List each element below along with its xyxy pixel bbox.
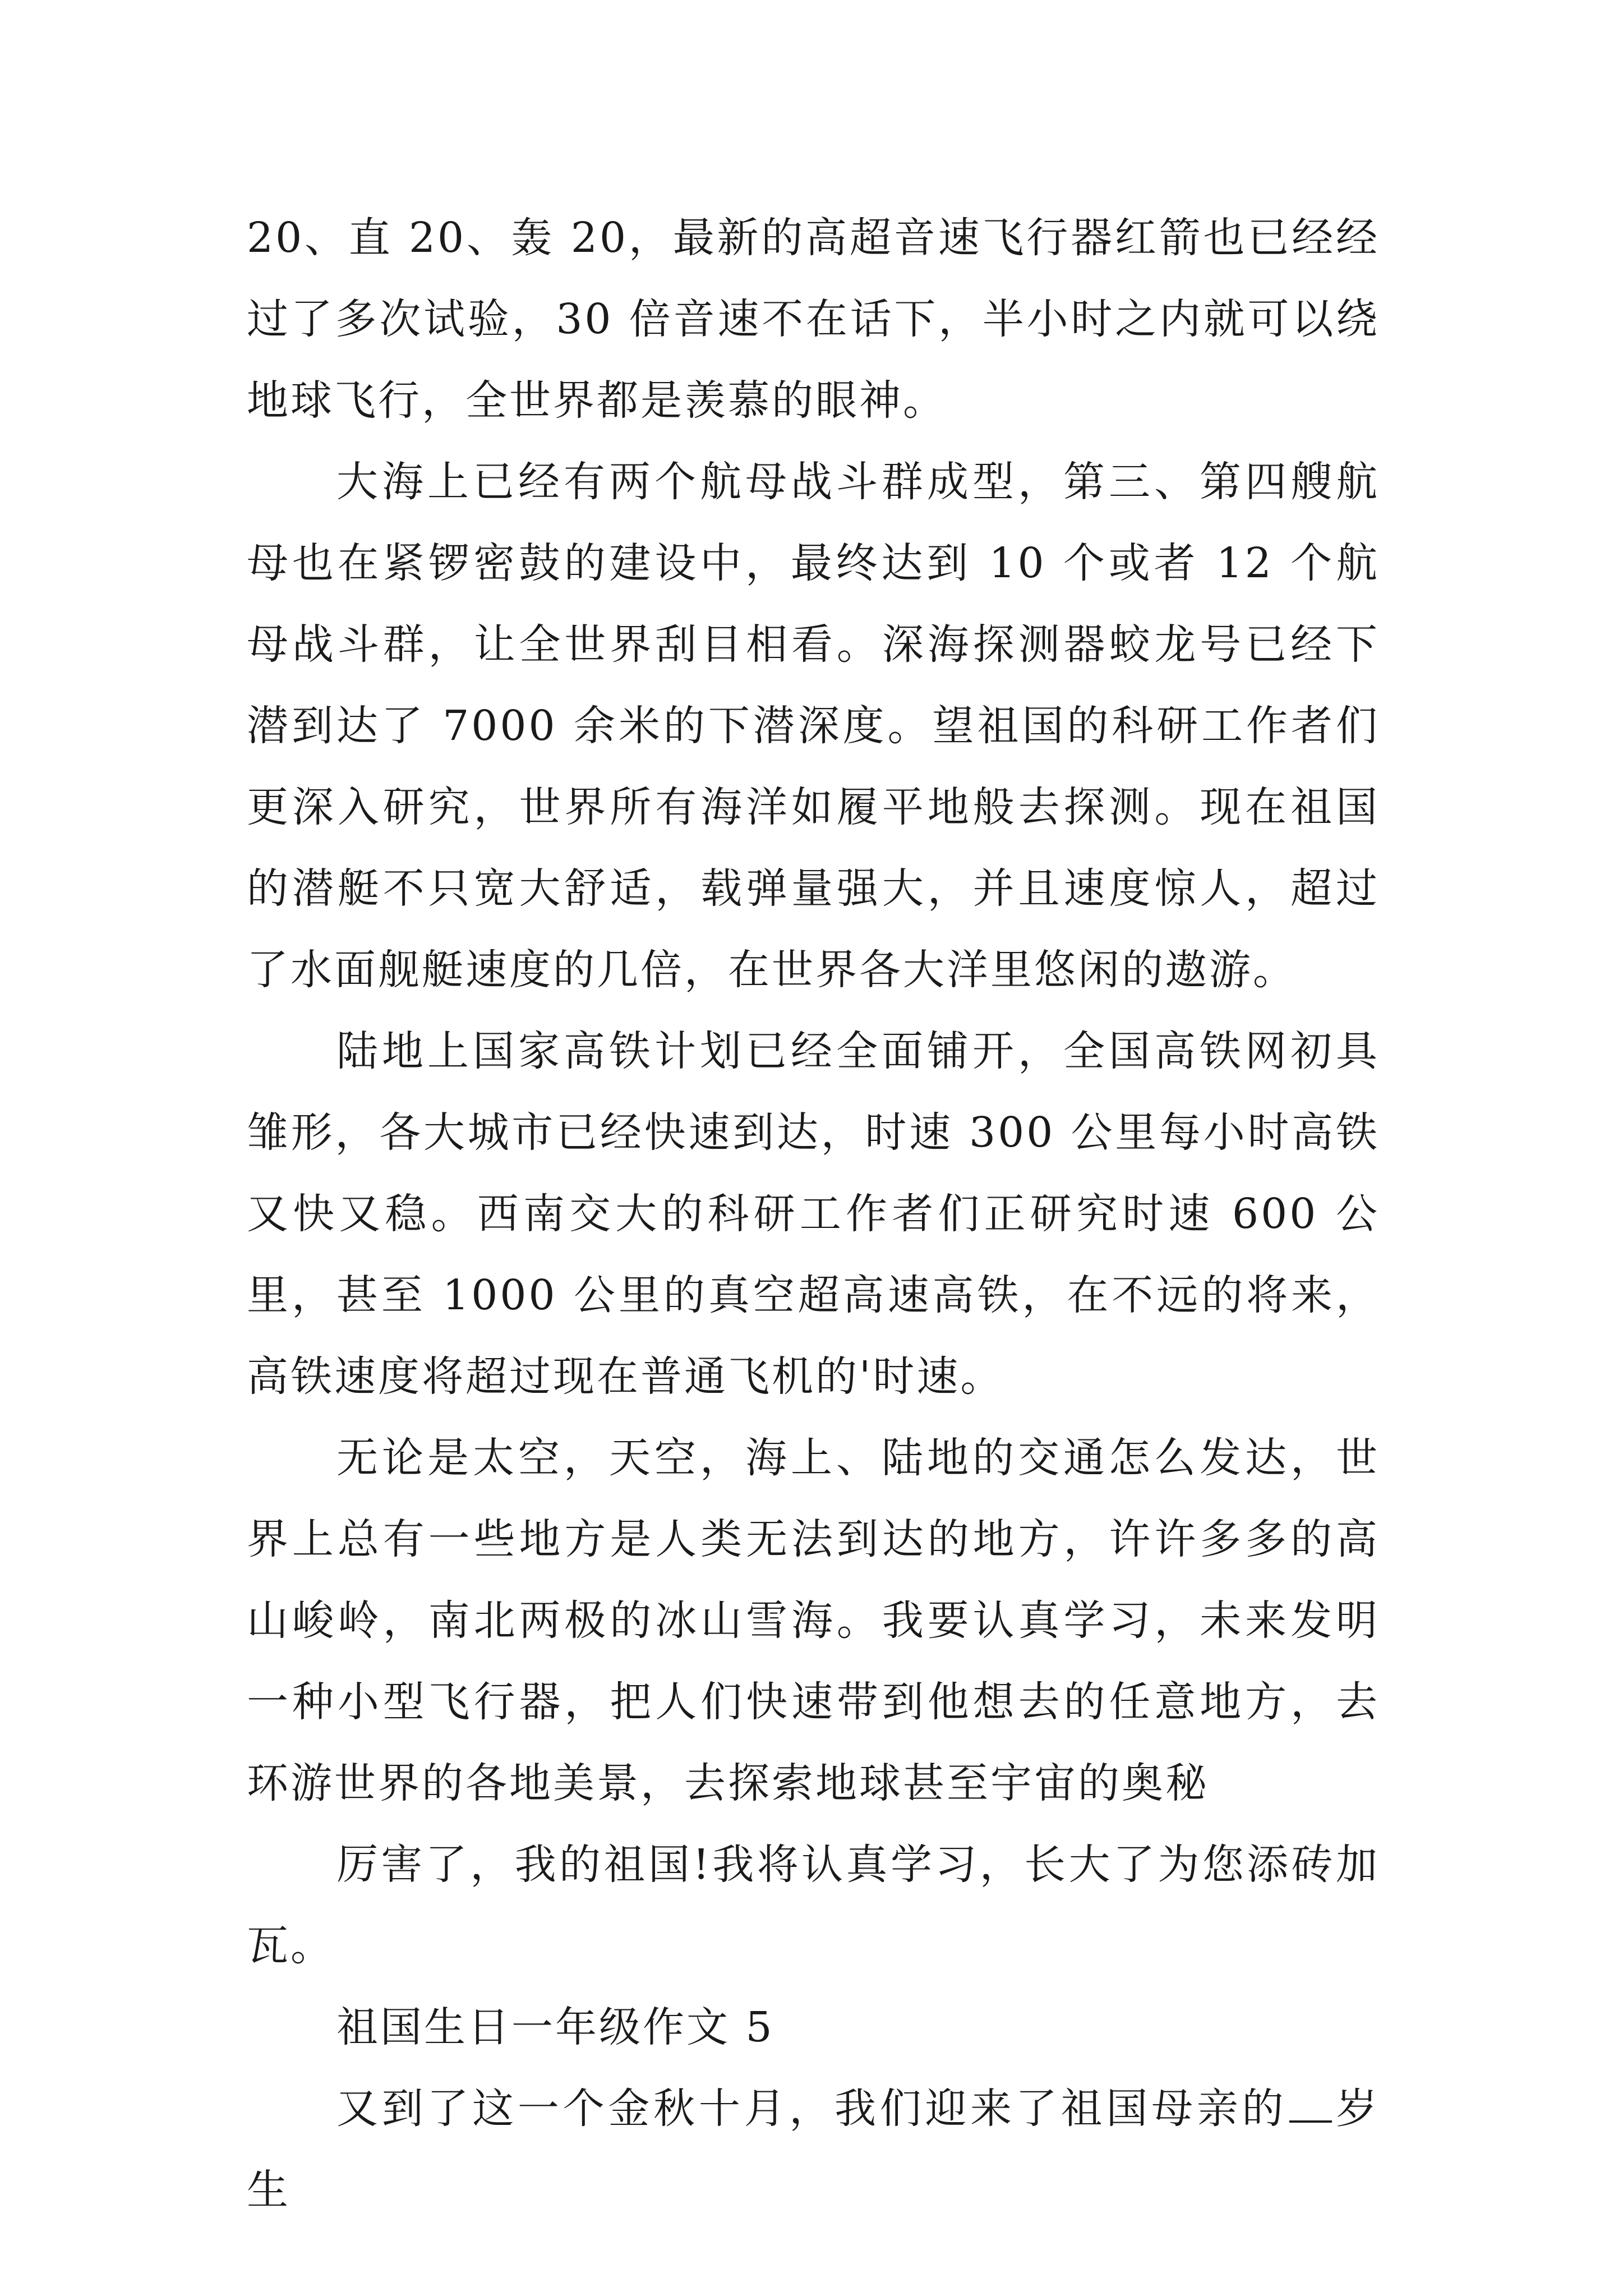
paragraph-2: 大海上已经有两个航母战斗群成型，第三、第四艘航母也在紧锣密鼓的建设中，最终达到 10 个或者 12 个航母战斗群，让全世界刮目相看。深海探测器蛟龙号已经下潜到达了 7000 余米的下潜深度。望祖国的科研工作者们更深入研究，世界所有海洋如履平地般去探测。现在祖国的潜艇不只宽大舒适，载弹量强大，并且速度惊人，超过了水面舰艇速度的几倍，在世界各大洋里悠闲的遨游。 xyxy=(247,458,1380,994)
paragraph-6-text: 又到了这一个金秋十月，我们迎来了祖国母亲的 xyxy=(336,2085,1288,2133)
document-body xyxy=(247,197,1380,2231)
paragraph-1: 20、直 20、轰 20，最新的高超音速飞行器红箭也已经经过了多次试验，30 倍音速不在话下，半小时之内就可以绕地球飞行，全世界都是羡慕的眼神。 xyxy=(247,214,1380,425)
paragraph-5: 厉害了，我的祖国!我将认真学习，长大了为您添砖加瓦。 xyxy=(247,1841,1380,1970)
paragraph-6-tail: 岁生 xyxy=(247,2085,1380,2214)
paragraph-3: 陆地上国家高铁计划已经全面铺开，全国高铁网初具雏形，各大城市已经快速到达，时速 300 公里每小时高铁又快又稳。西南交大的科研工作者们正研究时速 600 公里，甚至 1000 公里的真空超高速高铁，在不远的将来，高铁速度将超过现在普通飞机的'时速。 xyxy=(247,1027,1380,1401)
paragraph-6 xyxy=(247,2068,1380,2231)
section-heading: 祖国生日一年级作文 5 xyxy=(336,2003,774,2051)
paragraph-4: 无论是太空，天空，海上、陆地的交通怎么发达，世界上总有一些地方是人类无法到达的地方，许许多多的高山峻岭，南北两极的冰山雪海。我要认真学习，未来发明一种小型飞行器，把人们快速带到他想去的任意地方，去环游世界的各地美景，去探索地球甚至宇宙的奥秘 xyxy=(247,1434,1380,1807)
fill-in-blank xyxy=(1289,2118,1332,2123)
